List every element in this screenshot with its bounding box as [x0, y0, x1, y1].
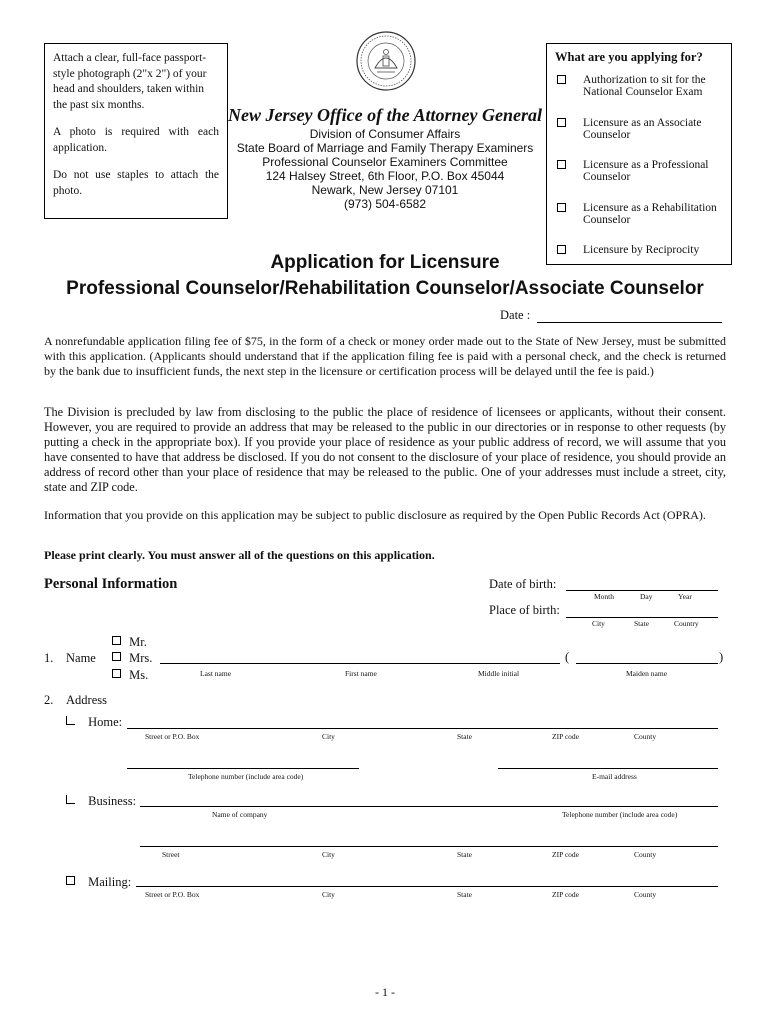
home-state-label: State	[457, 732, 472, 741]
option-checkbox[interactable]	[557, 203, 566, 212]
mailing-state-label: State	[457, 890, 472, 899]
business-address-input-line[interactable]	[140, 846, 718, 847]
mailing-city-label: City	[322, 890, 335, 899]
agency-line: (973) 504-6582	[343, 197, 427, 211]
title-mrs-option[interactable]	[112, 651, 152, 666]
mailing-label: Mailing:	[88, 875, 132, 889]
title-checkbox[interactable]	[112, 669, 121, 678]
business-checkbox[interactable]	[66, 795, 75, 804]
business-address-option[interactable]	[66, 794, 136, 809]
agency-title: New Jersey Office of the Attorney General	[228, 105, 542, 125]
agency-line: State Board of Marriage and Family Therapy Examiners	[236, 141, 534, 155]
last-name-label: Last name	[200, 669, 232, 678]
state-seal-icon	[355, 30, 417, 92]
option-checkbox[interactable]	[557, 160, 566, 169]
business-city-label: City	[322, 850, 335, 859]
option-label: Authorization to sit for the National Counselor Exam	[583, 74, 706, 98]
home-telephone-label: Telephone number (include area code)	[188, 772, 304, 781]
fee-paragraph: A nonrefundable application filing fee of $75, in the form of a check or money order made out to the State of New Jersey, must be submitted with this application. (Applicants should understand that if the application filing fee is paid with a personal check, and the check is returned by the bank due to insufficient funds, the next step in the licensure or certification process will be delayed until the fee is paid.)	[44, 334, 726, 378]
name-input-line[interactable]	[160, 663, 560, 664]
name-label: Name	[66, 651, 96, 665]
mailing-street-label: Street or P.O. Box	[145, 890, 200, 899]
pob-input-line[interactable]	[566, 617, 718, 618]
dob-label: Date of birth:	[489, 577, 557, 591]
home-telephone-input-line[interactable]	[127, 768, 359, 769]
business-county-label: County	[634, 850, 657, 859]
pob-state-label: State	[634, 619, 649, 628]
page-subtitle: Professional Counselor/Rehabilitation Counselor/Associate Counselor	[66, 278, 704, 299]
home-checkbox[interactable]	[66, 716, 75, 725]
home-street-label: Street or P.O. Box	[145, 732, 200, 741]
applying-for-box	[546, 43, 732, 265]
mailing-address-input-line[interactable]	[136, 886, 718, 887]
business-company-input-line[interactable]	[140, 806, 718, 807]
mailing-address-option[interactable]	[66, 875, 131, 890]
title-mr-option[interactable]	[112, 635, 147, 650]
title-checkbox[interactable]	[112, 652, 121, 661]
business-street-label: Street	[162, 850, 180, 859]
option-label: Licensure as a Rehabilitation Counselor	[583, 202, 717, 226]
mailing-zip-label: ZIP code	[552, 890, 580, 899]
title-checkbox[interactable]	[112, 636, 121, 645]
agency-line: Newark, New Jersey 07101	[311, 183, 459, 197]
maiden-name-label: Maiden name	[626, 669, 668, 678]
maiden-open-paren: (	[565, 650, 570, 664]
name-number: 1.	[44, 651, 54, 665]
maiden-close-paren: )	[719, 650, 724, 664]
business-label: Business:	[88, 794, 137, 808]
opra-paragraph: Information that you provide on this application may be subject to public disclosure as required by the Open Public Records Act (OPRA).	[44, 508, 706, 522]
page-title: Application for Licensure	[270, 252, 500, 273]
applying-for-title: What are you applying for?	[555, 50, 703, 64]
instruction-text: Please print clearly. You must answer all of the questions on this application.	[44, 548, 435, 562]
title-label: Mr.	[129, 635, 147, 649]
option-label: Licensure by Reciprocity	[583, 244, 700, 256]
home-county-label: County	[634, 732, 657, 741]
dob-input-line[interactable]	[566, 590, 718, 591]
title-label: Ms.	[129, 668, 149, 682]
dob-month-label: Month	[594, 592, 615, 601]
agency-line: Division of Consumer Affairs	[309, 127, 461, 141]
privacy-paragraph: The Division is precluded by law from disclosing to the public the place of residence of licensees or applicants, without their consent. However, you are required to provide an address that may be released to the public in our directories or in response to other requests (by putting a check in the appropriate box). If you provide your place of residence as your public address of record, we will assume that you have consented to have that address be disclosed. If you do not consent to the disclosure of your place of residence, you should provide an address of record other than your place of residence that may be released to the public. One of your addresses must include a street, city, state and ZIP code.	[44, 405, 726, 494]
home-city-label: City	[322, 732, 335, 741]
photo-instructions-box	[44, 43, 228, 219]
business-zip-label: ZIP code	[552, 850, 580, 859]
agency-line: 124 Halsey Street, 6th Floor, P.O. Box 45044	[265, 169, 505, 183]
mailing-checkbox[interactable]	[66, 876, 75, 885]
photo-instruction-2: A photo is required with each application.	[53, 126, 219, 154]
email-label: E-mail address	[592, 772, 637, 781]
date-input-line[interactable]	[537, 322, 722, 323]
option-checkbox[interactable]	[557, 118, 566, 127]
maiden-name-input-line[interactable]	[576, 663, 718, 664]
title-ms-option[interactable]	[112, 668, 148, 683]
company-name-label: Name of company	[212, 810, 268, 819]
home-address-input-line[interactable]	[127, 728, 718, 729]
business-state-label: State	[457, 850, 472, 859]
pob-country-label: Country	[674, 619, 699, 628]
page-number: - 1 -	[375, 985, 395, 999]
address-label: Address	[66, 693, 107, 707]
home-zip-label: ZIP code	[552, 732, 580, 741]
dob-day-label: Day	[640, 592, 653, 601]
pob-label: Place of birth:	[489, 603, 560, 617]
email-input-line[interactable]	[498, 768, 718, 769]
title-label: Mrs.	[129, 651, 153, 665]
business-telephone-label: Telephone number (include area code)	[562, 810, 678, 819]
dob-year-label: Year	[678, 592, 692, 601]
option-label: Licensure as an Associate Counselor	[583, 117, 702, 141]
pob-city-label: City	[592, 619, 605, 628]
middle-initial-label: Middle initial	[478, 669, 520, 678]
home-label: Home:	[88, 715, 123, 729]
date-label: Date :	[500, 308, 531, 322]
option-checkbox[interactable]	[557, 75, 566, 84]
mailing-county-label: County	[634, 890, 657, 899]
agency-address-block	[220, 127, 550, 211]
photo-instruction-3: Do not use staples to attach the photo.	[53, 169, 219, 197]
option-label: Licensure as a Professional Counselor	[583, 159, 709, 183]
home-address-option[interactable]	[66, 715, 122, 730]
agency-line: Professional Counselor Examiners Committee	[262, 155, 508, 169]
first-name-label: First name	[345, 669, 377, 678]
date-field[interactable]	[500, 308, 722, 323]
section-personal-information: Personal Information	[44, 576, 178, 592]
address-number: 2.	[44, 693, 54, 707]
photo-instruction-1: Attach a clear, full-face passport-style photograph (2"x 2") of your head and shoulders, taken within the past six months.	[53, 52, 207, 111]
